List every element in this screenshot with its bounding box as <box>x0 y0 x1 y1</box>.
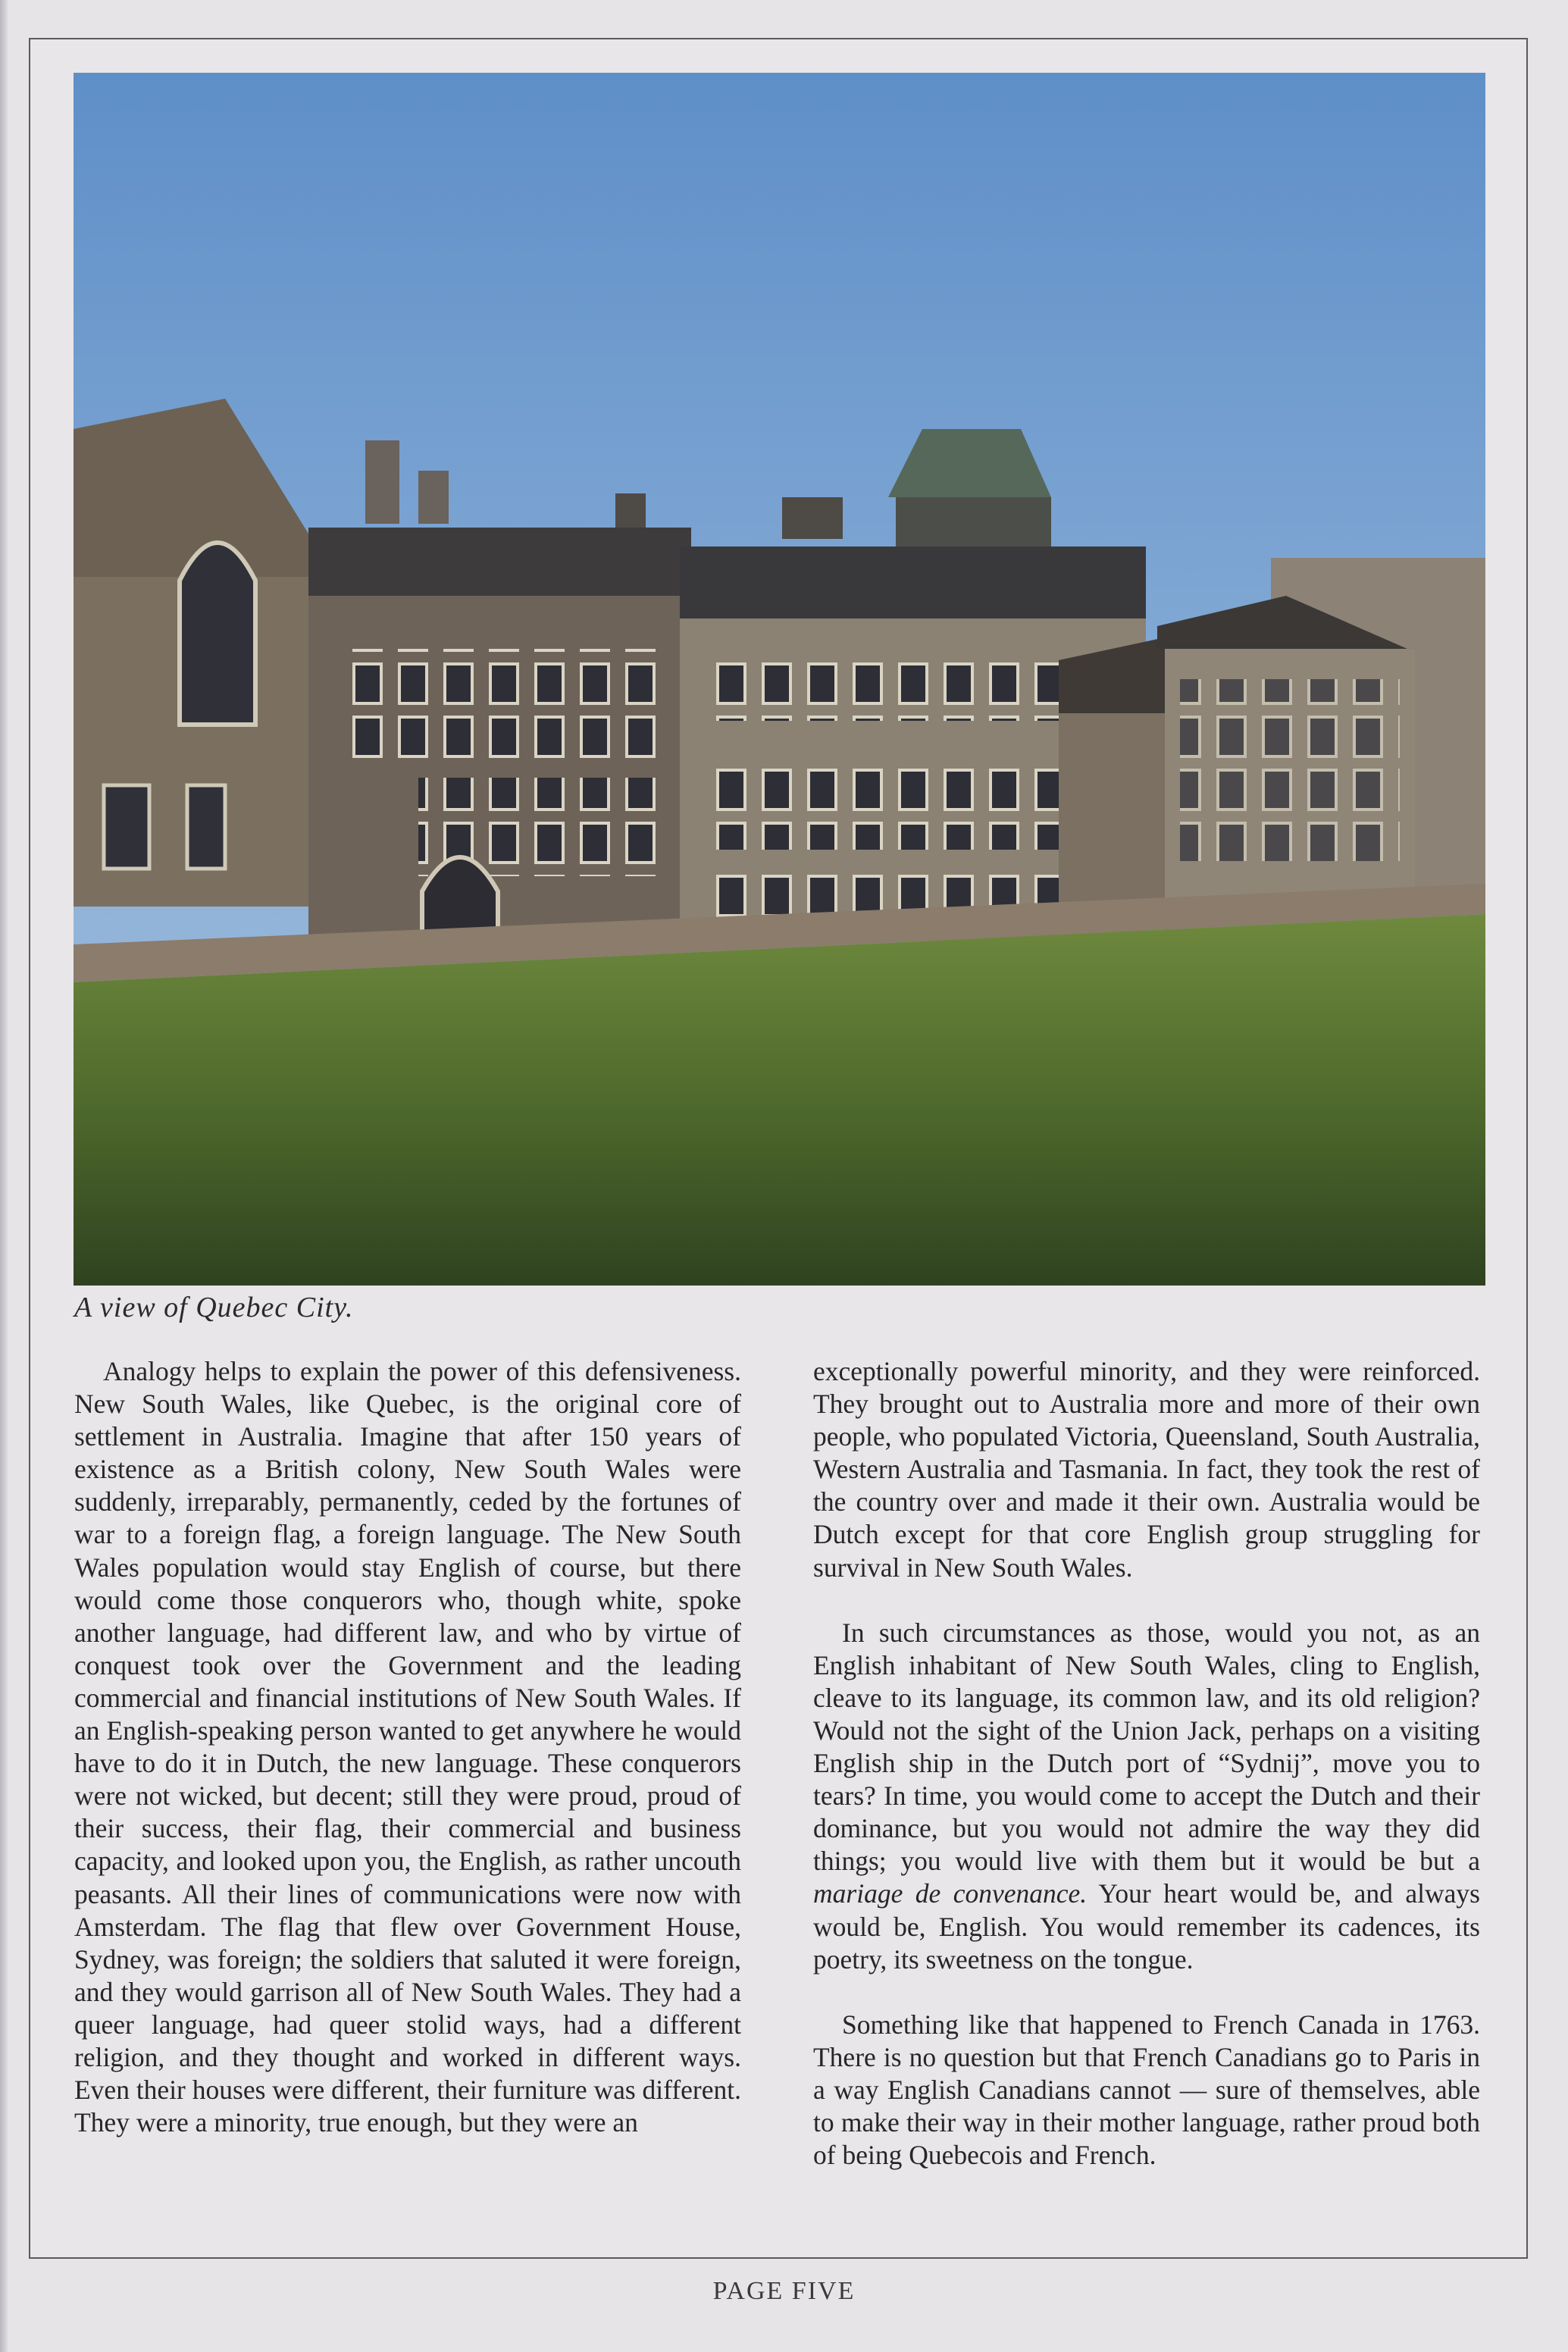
right-paragraph-2 <box>813 1617 1480 1976</box>
photo-caption: A view of Quebec City. <box>74 1292 354 1323</box>
page-gutter-edge <box>0 0 8 2352</box>
quebec-city-photo <box>74 73 1485 1286</box>
right-paragraph-2-part-b: Your heart would be, and always would be, English. You would remember its cadences, its poetry, its sweetness on the tongue. <box>813 1878 1480 1975</box>
right-paragraph-3: Something like that happened to French Canada in 1763. There is no question but that French Canadians go to Paris in a way English Canadians cannot — sure of themselves, able to make their way in their mother language, rather proud both of being Quebecois and French. <box>813 2009 1480 2171</box>
left-paragraph-1: Analogy helps to explain the power of this defensiveness. New South Wales, like Quebec, is the original core of settlement in Australia. Imagine that after 150 years of existence as a British colony, New South Wales were suddenly, irreparably, permanently, ceded by the fortunes of war to a foreign flag, a foreign language. The New South Wales population would stay English of course, but there would come those conquerors who, though white, spoke another language, had different law, and who by virtue of conquest took over the Government and the leading commercial and financial institutions of New South Wales. If an English-speaking person wanted to get anywhere he would have to do it in Dutch, the new language. These conquerors were not wicked, but decent; still they were proud, proud of their success, their flag, their commercial and business capacity, and looked upon you, the English, as rather uncouth peasants. All their lines of communications were now with Amsterdam. The flag that flew over Government House, Sydney, was foreign; the soldiers that saluted it were foreign, and they would garrison all of New South Wales. They had a queer language, had queer stolid ways, had a different religion, and they thought and worked in different ways. Even their houses were different, their furniture was different. They were a minority, true enough, but they were an <box>74 1356 741 2138</box>
left-column <box>74 1355 741 2139</box>
right-paragraph-2-part-a: In such circumstances as those, would you not, as an English inhabitant of New South Wales, cling to English, cleave to its language, its common law, and its old religion? Would not the sight of the Union Jack, perhaps on a visiting English ship in the Dutch port of “Sydnij”, move you to tears? In time, you would come to accept the Dutch and their dominance, but you would not admire the way they did things; you would live with them but it would be but a <box>813 1617 1480 1877</box>
page-number-footer: PAGE FIVE <box>712 2277 856 2305</box>
right-paragraph-1: exceptionally powerful minority, and they were reinforced. They brought out to Australia more and more of their own people, who populated Victoria, Queensland, South Australia, Western Australia and Tasmania. In fact, they took the rest of the country over and made it their own. Australia would be Dutch except for that core English group struggling for survival in New South Wales. <box>813 1356 1480 1583</box>
right-column <box>813 1355 1480 2172</box>
photo-illustration <box>74 73 1485 1286</box>
right-paragraph-2-italic: mariage de convenance. <box>813 1878 1088 1909</box>
